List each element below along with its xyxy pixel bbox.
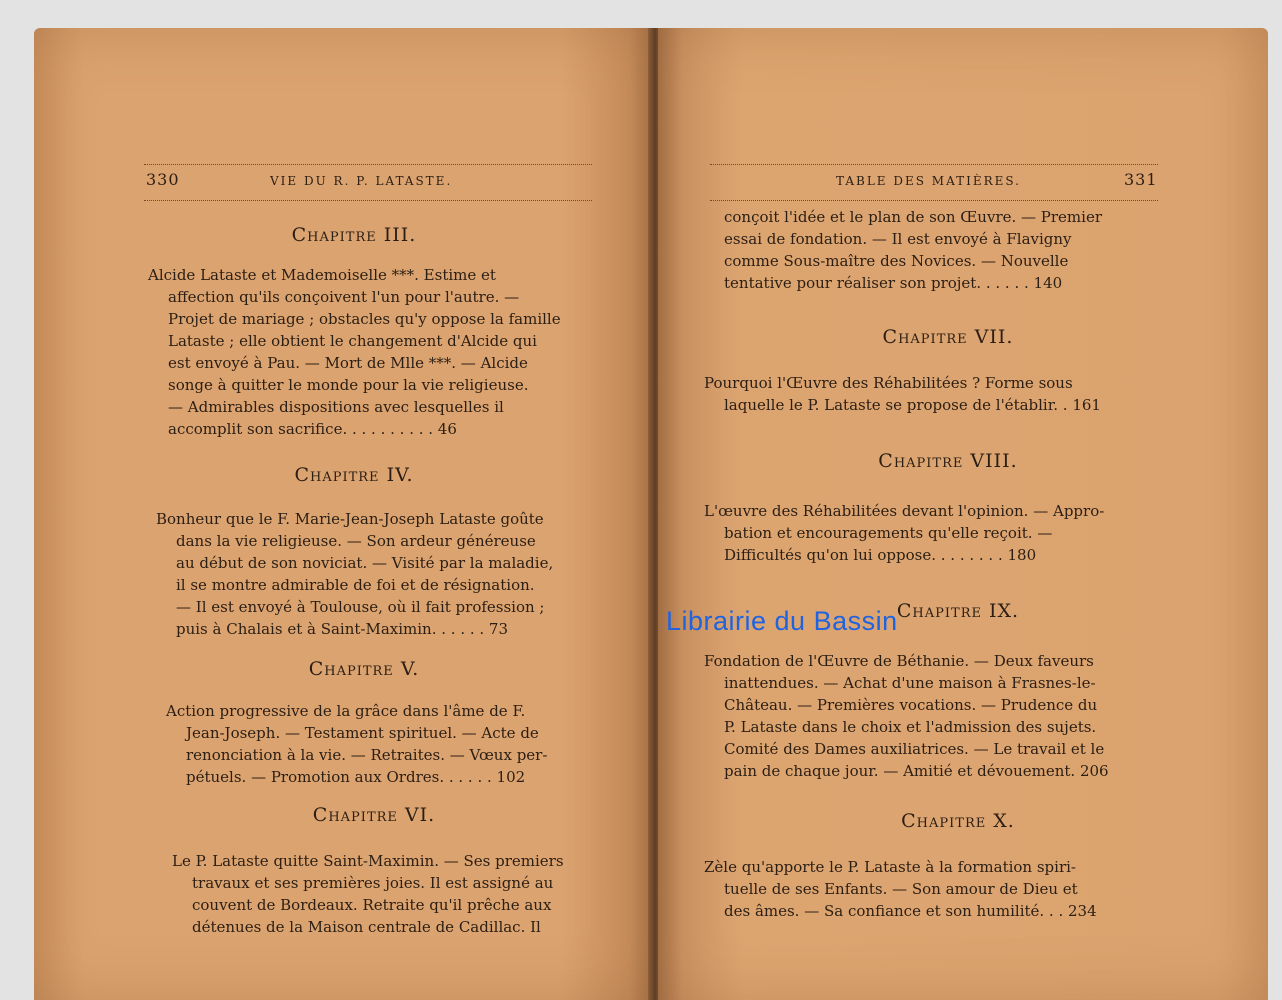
- chapter-entry: [704, 650, 1164, 782]
- entry-line: bation et encouragements qu'elle reçoit. —: [724, 524, 1053, 542]
- open-book: [28, 28, 1268, 1000]
- entry-line: — Admirables dispositions avec lesquelles il: [168, 398, 504, 416]
- entry-line: tentative pour réaliser son projet. . . . . . 140: [724, 274, 1063, 292]
- chapter-entry: [148, 264, 596, 440]
- chapter-heading: Chapitre IX.: [896, 600, 1020, 622]
- entry-line: Lataste ; elle obtient le changement d'Alcide qui: [168, 332, 537, 350]
- entry-line: songe à quitter le monde pour la vie religieuse.: [168, 376, 529, 394]
- entry-line: est envoyé à Pau. — Mort de Mlle ***. — Alcide: [168, 354, 528, 372]
- header-rule: [144, 164, 592, 165]
- entry-line: Alcide Lataste et Mademoiselle ***. Estime et: [148, 266, 496, 284]
- entry-line: Château. — Premières vocations. — Prudence du: [724, 696, 1098, 714]
- entry-line: travaux et ses premières joies. Il est assigné au: [192, 874, 554, 892]
- entry-line: Pourquoi l'Œuvre des Réhabilitées ? Forme sous: [704, 374, 1073, 392]
- entry-line: affection qu'ils conçoivent l'un pour l'autre. —: [168, 288, 520, 306]
- right-page: [658, 28, 1268, 1000]
- left-page: [34, 28, 654, 1000]
- entry-line: dans la vie religieuse. — Son ardeur généreuse: [176, 532, 536, 550]
- entry-line: P. Lataste dans le choix et l'admission des sujets.: [724, 718, 1097, 736]
- entry-line: renonciation à la vie. — Retraites. — Vœux per-: [186, 746, 548, 764]
- entry-line: pain de chaque jour. — Amitié et dévouement. 206: [724, 762, 1109, 780]
- entry-line: inattendues. — Achat d'une maison à Frasnes-le-: [724, 674, 1096, 692]
- entry-line: Difficultés qu'on lui oppose. . . . . . . . 180: [724, 546, 1037, 564]
- entry-line: Bonheur que le F. Marie-Jean-Joseph Lataste goûte: [156, 510, 544, 528]
- entry-line: essai de fondation. — Il est envoyé à Flavigny: [724, 230, 1072, 248]
- entry-line: il se montre admirable de foi et de résignation.: [176, 576, 535, 594]
- entry-line: Le P. Lataste quitte Saint-Maximin. — Ses premiers: [172, 852, 564, 870]
- left-page-number: 330: [146, 170, 180, 189]
- chapter-heading: Chapitre VII.: [882, 326, 1014, 348]
- chapter-entry: [704, 372, 1164, 416]
- chapter-entry: [704, 856, 1164, 922]
- entry-line: puis à Chalais et à Saint-Maximin. . . . . . 73: [176, 620, 509, 638]
- left-running-title: VIE DU R. P. LATASTE.: [270, 174, 453, 188]
- entry-line: accomplit son sacrifice. . . . . . . . . . 46: [168, 420, 457, 438]
- chapter-heading: Chapitre VIII.: [878, 450, 1018, 472]
- chapter-heading: Chapitre X.: [901, 810, 1015, 832]
- right-page-header: [658, 160, 1268, 200]
- chapter-entry: [156, 508, 604, 640]
- entry-line: pétuels. — Promotion aux Ordres. . . . . . 102: [186, 768, 526, 786]
- chapter-heading: Chapitre IV.: [294, 464, 414, 486]
- entry-line: conçoit l'idée et le plan de son Œuvre. — Premier: [724, 208, 1103, 226]
- entry-line: comme Sous-maître des Novices. — Nouvelle: [724, 252, 1069, 270]
- header-rule: [710, 200, 1158, 201]
- chapter-entry: [166, 700, 606, 788]
- entry-line: des âmes. — Sa confiance et son humilité. . . 234: [724, 902, 1097, 920]
- entry-line: Action progressive de la grâce dans l'âme de F.: [166, 702, 526, 720]
- entry-line: Projet de mariage ; obstacles qu'y oppose la famille: [168, 310, 561, 328]
- entry-line: couvent de Bordeaux. Retraite qu'il prêche aux: [192, 896, 552, 914]
- chapter-heading: Chapitre VI.: [312, 804, 436, 826]
- chapter-heading: Chapitre V.: [308, 658, 420, 680]
- entry-line: détenues de la Maison centrale de Cadillac. Il: [192, 918, 541, 936]
- left-page-header: [34, 160, 654, 200]
- bookseller-watermark: Librairie du Bassin: [666, 606, 898, 636]
- entry-line: au début de son noviciat. — Visité par la maladie,: [176, 554, 554, 572]
- entry-line: — Il est envoyé à Toulouse, où il fait profession ;: [176, 598, 545, 616]
- chapter-heading: Chapitre III.: [291, 224, 417, 246]
- header-rule: [710, 164, 1158, 165]
- entry-line: L'œuvre des Réhabilitées devant l'opinion. — Appro-: [704, 502, 1105, 520]
- entry-line: laquelle le P. Lataste se propose de l'établir. . 161: [724, 396, 1101, 414]
- right-page-number: 331: [1124, 170, 1158, 189]
- entry-line: Zèle qu'apporte le P. Lataste à la formation spiri-: [704, 858, 1076, 876]
- entry-line: Fondation de l'Œuvre de Béthanie. — Deux faveurs: [704, 652, 1094, 670]
- entry-line: tuelle de ses Enfants. — Son amour de Dieu et: [724, 880, 1078, 898]
- entry-line: Jean-Joseph. — Testament spirituel. — Acte de: [186, 724, 539, 742]
- right-running-title: TABLE DES MATIÈRES.: [836, 174, 1021, 188]
- chapter-entry: [704, 500, 1164, 566]
- chapter-entry: [172, 850, 612, 938]
- entry-line: Comité des Dames auxiliatrices. — Le travail et le: [724, 740, 1105, 758]
- chapter-entry: [724, 206, 1164, 294]
- header-rule: [144, 200, 592, 201]
